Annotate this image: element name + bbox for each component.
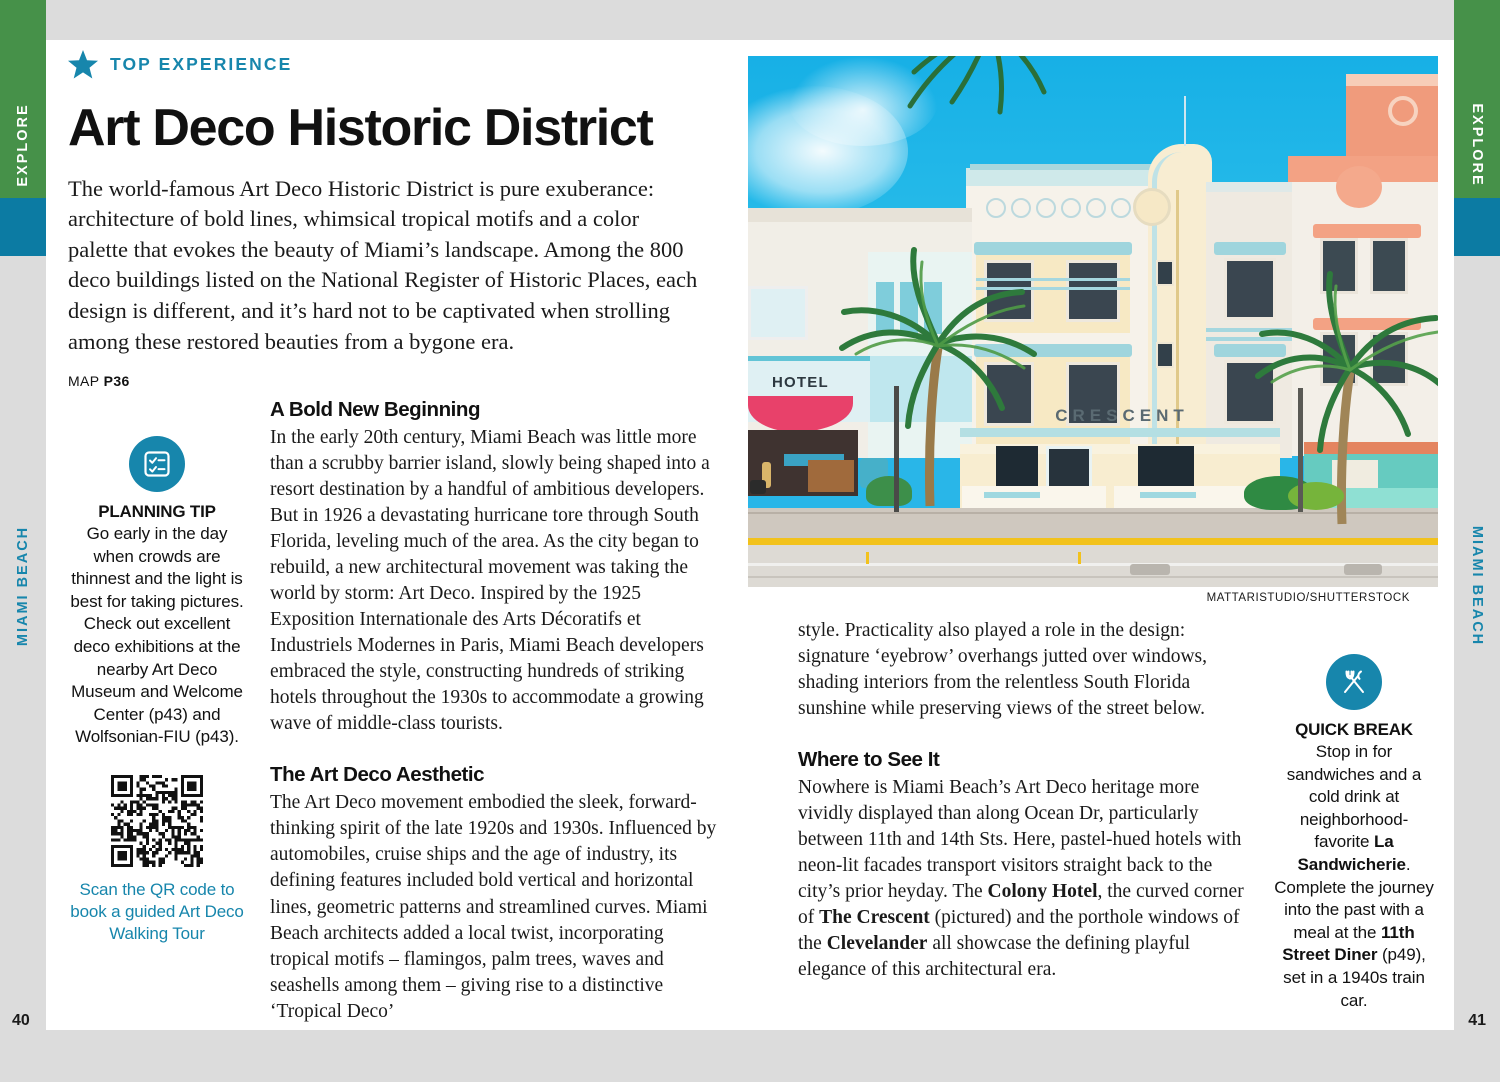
edge-tab-accent-left (0, 198, 46, 256)
photo-palm-tree-left (826, 236, 1106, 516)
photo-shrub (1288, 482, 1344, 510)
section-heading-2: The Art Deco Aesthetic (270, 763, 485, 787)
photo-road-mark (1078, 552, 1081, 564)
photo-hotel-sign: CRESCENT (1055, 406, 1189, 425)
photo-window (1156, 342, 1174, 368)
edge-tab-explore-left (0, 0, 46, 198)
photo-porthole-row (986, 198, 1126, 220)
edge-tab-section-label-left: MIAMI BEACH (15, 525, 31, 647)
photo-curb-line-yellow (748, 538, 1438, 545)
photo-road-mark (866, 552, 869, 564)
kicker-label: TOP EXPERIENCE (110, 54, 293, 74)
qr-caption: Scan the QR code to book a guided Art Deco Walking Tour (70, 880, 244, 943)
edge-tab-explore-label-left: EXPLORE (15, 103, 31, 187)
edge-tab-explore-right (1454, 0, 1500, 198)
map-reference (68, 373, 718, 389)
photo-terrace-rail (1140, 492, 1196, 498)
photo-coral-trim (1346, 74, 1438, 86)
checklist-icon (142, 449, 172, 479)
right-page-content (750, 40, 1454, 1030)
qr-block[interactable] (68, 775, 246, 944)
photo-lane-line-white (748, 563, 1438, 566)
quick-break-heading: QUICK BREAK (1295, 720, 1413, 739)
photo-shrub (866, 476, 912, 506)
section-heading-1: A Bold New Beginning (270, 398, 481, 421)
page-number-left: 40 (12, 1012, 30, 1029)
photo-window (1156, 260, 1174, 286)
section-body-2: The Art Deco movement embodied the sleek, forward-thinking spirit of the late 1920s and 1930s. Influenced by automobiles, cruise ships and the age of industry, its defining features included bold vertical and horizontal lines, geometric patterns and streamlined curves. Miami Beach architects added a local twist, incorporating tropical motifs – flamingos, palm trees, waves and seashells among them – giving rise to a distinctive ‘Tropical Deco’ (270, 792, 717, 1022)
planning-tip-text: Go early in the day when crowds are thinnest and the light is best for taking pictures. Check out excellent deco exhibitions at the nearby Art Deco Museum and Welcome Center (p43) and Wolfsonian-FIU (p43). (70, 524, 244, 747)
quick-break-text: Stop in for sandwiches and a cold drink at neighborhood-favorite La Sandwicherie. Complete the journey into the past with a meal at the 11th Street Diner (p49), set in a 1940s train car. (1274, 742, 1434, 1010)
photo-crescent-medallion (1133, 188, 1171, 226)
edge-tab-section-left (0, 256, 46, 1082)
photo-window (748, 286, 808, 340)
quick-break-column (1274, 618, 1434, 1012)
edge-tab-accent-right (1454, 198, 1500, 256)
photo-street-pole (1298, 388, 1303, 512)
photo-right-porthole (1336, 166, 1382, 208)
photo-road-seam (748, 576, 1438, 578)
photo-antenna (1184, 96, 1186, 146)
hero-photo (748, 56, 1438, 587)
photo-road-patch (1344, 564, 1382, 575)
photo-road-patch (1130, 564, 1170, 575)
planning-tip-badge (129, 436, 185, 492)
edge-tab-section-label-right: MIAMI BEACH (1469, 525, 1485, 647)
photo-credit: MATTARISTUDIO/SHUTTERSTOCK (1206, 592, 1410, 604)
map-reference-label: MAP (68, 373, 100, 390)
kicker (68, 50, 718, 79)
photo-street-pole (894, 386, 899, 512)
left-page-content (46, 40, 750, 1030)
right-text-column (798, 618, 1250, 1012)
map-reference-value: P36 (103, 373, 130, 390)
continuation-paragraph: style. Practicality also played a role in the design: signature ‘eyebrow’ overhangs jutted over windows, shading interiors from the relentless South Florida sunshine while preserving views of the street below. (798, 620, 1208, 720)
edge-tab-explore-label-right: EXPLORE (1469, 103, 1485, 187)
section-body-1: In the early 20th century, Miami Beach was little more than a scrubby barrier island, slowly being shaped into a resort destination by a handful of ambitious developers. But in 1926 a devastating hurricane tore through South Florida, leveling much of the area. As the city began to rebuild, a new architectural movement was taking the world by storm: Art Deco. Inspired by the 1925 Exposition Internationale des Arts Décoratifs et Industriels Modernes in Paris, Miami Beach developers embraced the style, constructing hundreds of striking hotels throughout the 1930s to accommodate a growing wave of middle-class tourists. (270, 427, 710, 735)
photo-left-cornice (748, 208, 972, 222)
planning-tip-column (68, 398, 246, 1025)
photo-coral-medallion (1388, 96, 1418, 126)
photo-stroller (750, 480, 766, 494)
photo-right-eyebrow (1313, 224, 1421, 238)
star-icon (68, 50, 98, 79)
section-heading-3: Where to See It (798, 748, 940, 772)
photo-roadway (748, 545, 1438, 587)
edge-tab-section-right (1454, 256, 1500, 1082)
left-text-column (270, 398, 722, 1025)
photo-palm-fronds-top (840, 56, 1060, 160)
planning-tip-heading: PLANNING TIP (98, 502, 216, 521)
photo-crescent-wing-cap (1206, 182, 1292, 192)
page-title: Art Deco Historic District (68, 99, 653, 157)
intro-paragraph: The world-famous Art Deco Historic District is pure exuberance: architecture of bold lines, whimsical tropical motifs and a color palette that evokes the beauty of Miami’s landscape. Among the 800 deco buildings listed on the National Register of Historic Places, each design is different, and it’s hard not to be captivated when strolling among these restored beauties from a bygone era. (68, 175, 698, 354)
section-body-3: Nowhere is Miami Beach’s Art Deco heritage more vividly displayed than along Ocean Dr, particularly between 11th and 14th Sts. Here, pastel-hued hotels with neon-lit facades transport visitors straight back to the city’s prior heyday. The Colony Hotel, the curved corner of The Crescent (pictured) and the porthole windows of the Clevelander all showcase the defining playful elegance of this architectural era. (798, 777, 1244, 981)
quick-break-badge (1326, 654, 1382, 710)
qr-code-icon[interactable] (111, 775, 203, 867)
page-number-right: 41 (1468, 1012, 1486, 1029)
fork-knife-icon (1338, 666, 1370, 698)
photo-neighbor-sign: HOTEL (772, 374, 829, 391)
